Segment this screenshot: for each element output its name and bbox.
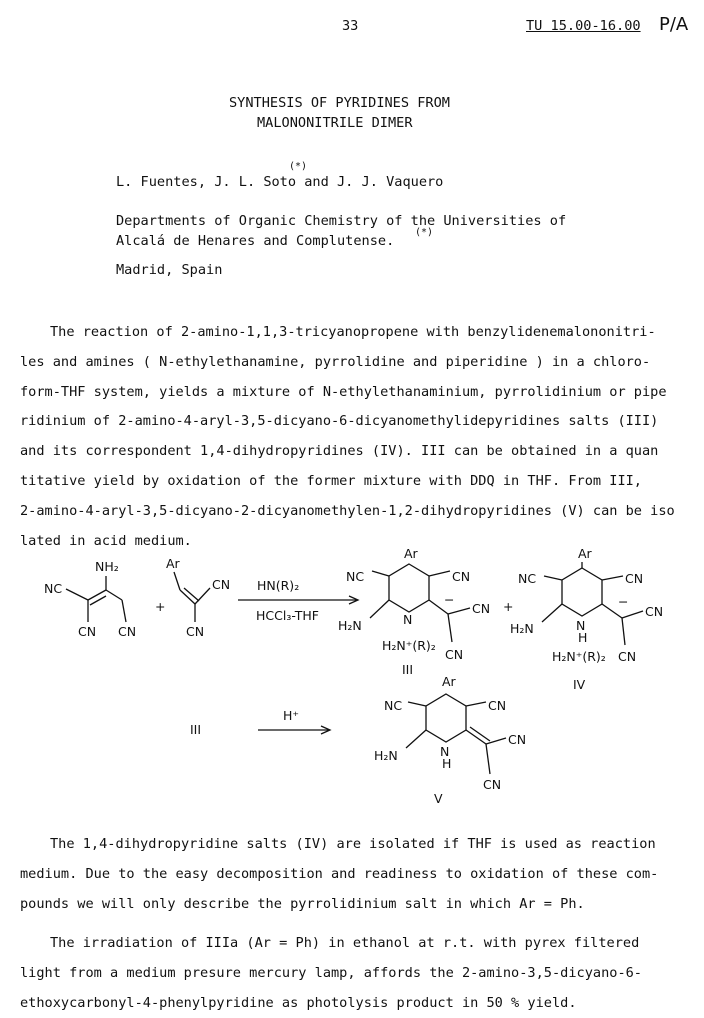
bond	[466, 702, 486, 706]
discussion-paragraph-3	[20, 929, 680, 1018]
bond	[622, 618, 625, 645]
bond	[106, 590, 122, 600]
dihydropyridine-ring	[426, 694, 466, 742]
ring-n-label: N	[576, 618, 586, 633]
affiliation-line-2: Alcalá de Henares and Complutense.	[116, 233, 395, 249]
nc-label: NC	[518, 571, 537, 586]
cn-label: CN	[445, 647, 464, 662]
text-line: 2-amino-4-aryl-3,5-dicyano-2-dicyanomethylen-1,2-dihydropyridines (V) can be iso	[20, 502, 675, 519]
cn-label: CN	[483, 777, 502, 792]
author-list: L. Fuentes, J. L. Soto and J. J. Vaquero	[116, 174, 444, 190]
h2n-label: H₂N	[510, 621, 534, 636]
bond	[174, 572, 180, 590]
bond	[602, 576, 623, 580]
text-line: The reaction of 2-amino-1,1,3-tricyanopropene with benzylidenemalononitri-	[50, 324, 656, 340]
cn-label: CN	[488, 698, 507, 713]
bond	[466, 730, 486, 744]
affiliation-footnote-mark: (*)	[415, 227, 434, 238]
product-iii-structure	[338, 546, 490, 677]
text-line: The irradiation of IIIa (Ar = Ph) in ethanol at r.t. with pyrex filtered	[50, 935, 640, 951]
reactant-malononitrile-dimer	[44, 559, 136, 639]
product-iv-structure	[510, 546, 663, 692]
h2n-label: H₂N	[338, 618, 362, 633]
cn-label: CN	[186, 624, 205, 639]
bond	[372, 571, 389, 576]
bond	[370, 600, 389, 618]
plus-sign: +	[503, 599, 514, 614]
paper-title-line-1: SYNTHESIS OF PYRIDINES FROM	[229, 95, 450, 111]
bond	[486, 744, 490, 774]
author-footnote-mark: (*)	[289, 161, 308, 172]
text-line: and its correspondent 1,4-dihydropyridines (IV). III can be obtained in a quan	[20, 443, 659, 460]
carbanion-charge: −	[618, 594, 629, 609]
product-v-structure	[374, 674, 526, 806]
discussion-paragraph-2	[20, 830, 680, 919]
bond	[122, 600, 126, 622]
reagent-acid: H⁺	[283, 708, 299, 723]
cn-label: CN	[472, 601, 491, 616]
bond	[544, 576, 562, 580]
page-number: 33	[342, 18, 359, 34]
bond	[470, 727, 490, 741]
text-line: titative yield by oxidation of the former mixture with DDQ in THF. From III,	[20, 472, 642, 489]
cn-label: CN	[78, 624, 97, 639]
bond	[622, 611, 643, 618]
bond	[195, 588, 210, 604]
reactant-benzylidenemalononitrile	[166, 556, 230, 639]
cn-label: CN	[212, 577, 231, 592]
bond	[66, 589, 88, 600]
reaction-scheme	[0, 538, 704, 808]
bond	[448, 614, 452, 642]
nh2-label: NH₂	[95, 559, 119, 574]
text-line: ridinium of 2-amino-4-aryl-3,5-dicyano-6-dicyanomethylidepyridines salts (III)	[20, 413, 659, 430]
ar-label: Ar	[166, 556, 180, 571]
reagent-amine: HN(R)₂	[257, 578, 300, 593]
pyridine-ring	[389, 564, 429, 612]
reaction-arrow-1	[238, 578, 358, 623]
session-code: TU 15.00-16.00	[526, 18, 641, 34]
affiliation-location: Madrid, Spain	[116, 262, 223, 278]
ring-n-label: N	[403, 612, 413, 627]
bond	[542, 604, 562, 622]
bond	[180, 590, 195, 604]
text-line: ethoxycarbonyl-4-phenylpyridine as photolysis product in 50 % yield.	[20, 994, 577, 1011]
ammonium-cation-label: H₂N⁺(R)₂	[382, 638, 436, 653]
carbanion-charge: −	[444, 592, 455, 607]
text-line: medium. Due to the easy decomposition and readiness to oxidation of these com-	[20, 865, 659, 882]
compound-label-v: V	[434, 791, 443, 806]
bond	[408, 702, 426, 706]
bond	[88, 590, 106, 600]
compound-label-iv: IV	[573, 677, 586, 692]
abstract-paragraph-1	[20, 318, 680, 556]
ar-label: Ar	[404, 546, 418, 561]
ammonium-cation-label: H₂N⁺(R)₂	[552, 649, 606, 664]
ar-label: Ar	[442, 674, 456, 689]
h2n-label: H₂N	[374, 748, 398, 763]
cn-label: CN	[508, 732, 527, 747]
starting-compound-iii: III	[190, 722, 202, 737]
ar-label: Ar	[578, 546, 592, 561]
ring-n-label: N	[440, 744, 450, 759]
text-line: pounds we will only describe the pyrrolidinium salt in which Ar = Ph.	[20, 895, 585, 912]
bond	[429, 571, 450, 576]
nc-label: NC	[346, 569, 365, 584]
text-line: form-THF system, yields a mixture of N-ethylethanaminium, pyrrolidinium or pipe	[20, 383, 667, 400]
bond	[184, 588, 199, 601]
nc-label: NC	[384, 698, 403, 713]
paper-title-line-2: MALONONITRILE DIMER	[257, 115, 413, 131]
text-line: light from a medium presure mercury lamp, affords the 2-amino-3,5-dicyano-6-	[20, 964, 642, 981]
bond	[406, 730, 426, 748]
reagent-solvent: HCCl₃-THF	[256, 608, 319, 623]
affiliation-line-1: Departments of Organic Chemistry of the Universities of	[116, 213, 567, 229]
nh-hydrogen-label: H	[442, 756, 452, 771]
text-line: les and amines ( N-ethylethanamine, pyrrolidine and piperidine ) in a chloro-	[20, 353, 651, 370]
cn-label: CN	[118, 624, 137, 639]
bond	[448, 608, 470, 614]
cn-label: CN	[645, 604, 664, 619]
cn-label: CN	[625, 571, 644, 586]
plus-sign: +	[155, 599, 166, 614]
nh-hydrogen-label: H	[578, 630, 588, 645]
session-tag: P/A	[659, 14, 689, 35]
cn-label: CN	[618, 649, 637, 664]
nc-label: NC	[44, 581, 63, 596]
text-line: The 1,4-dihydropyridine salts (IV) are isolated if THF is used as reaction	[50, 836, 656, 852]
dihydropyridine-ring	[562, 568, 602, 616]
cn-label: CN	[452, 569, 471, 584]
text-line: lated in acid medium.	[20, 532, 192, 549]
reaction-arrow-2	[258, 708, 330, 734]
compound-label-iii: III	[402, 662, 414, 677]
